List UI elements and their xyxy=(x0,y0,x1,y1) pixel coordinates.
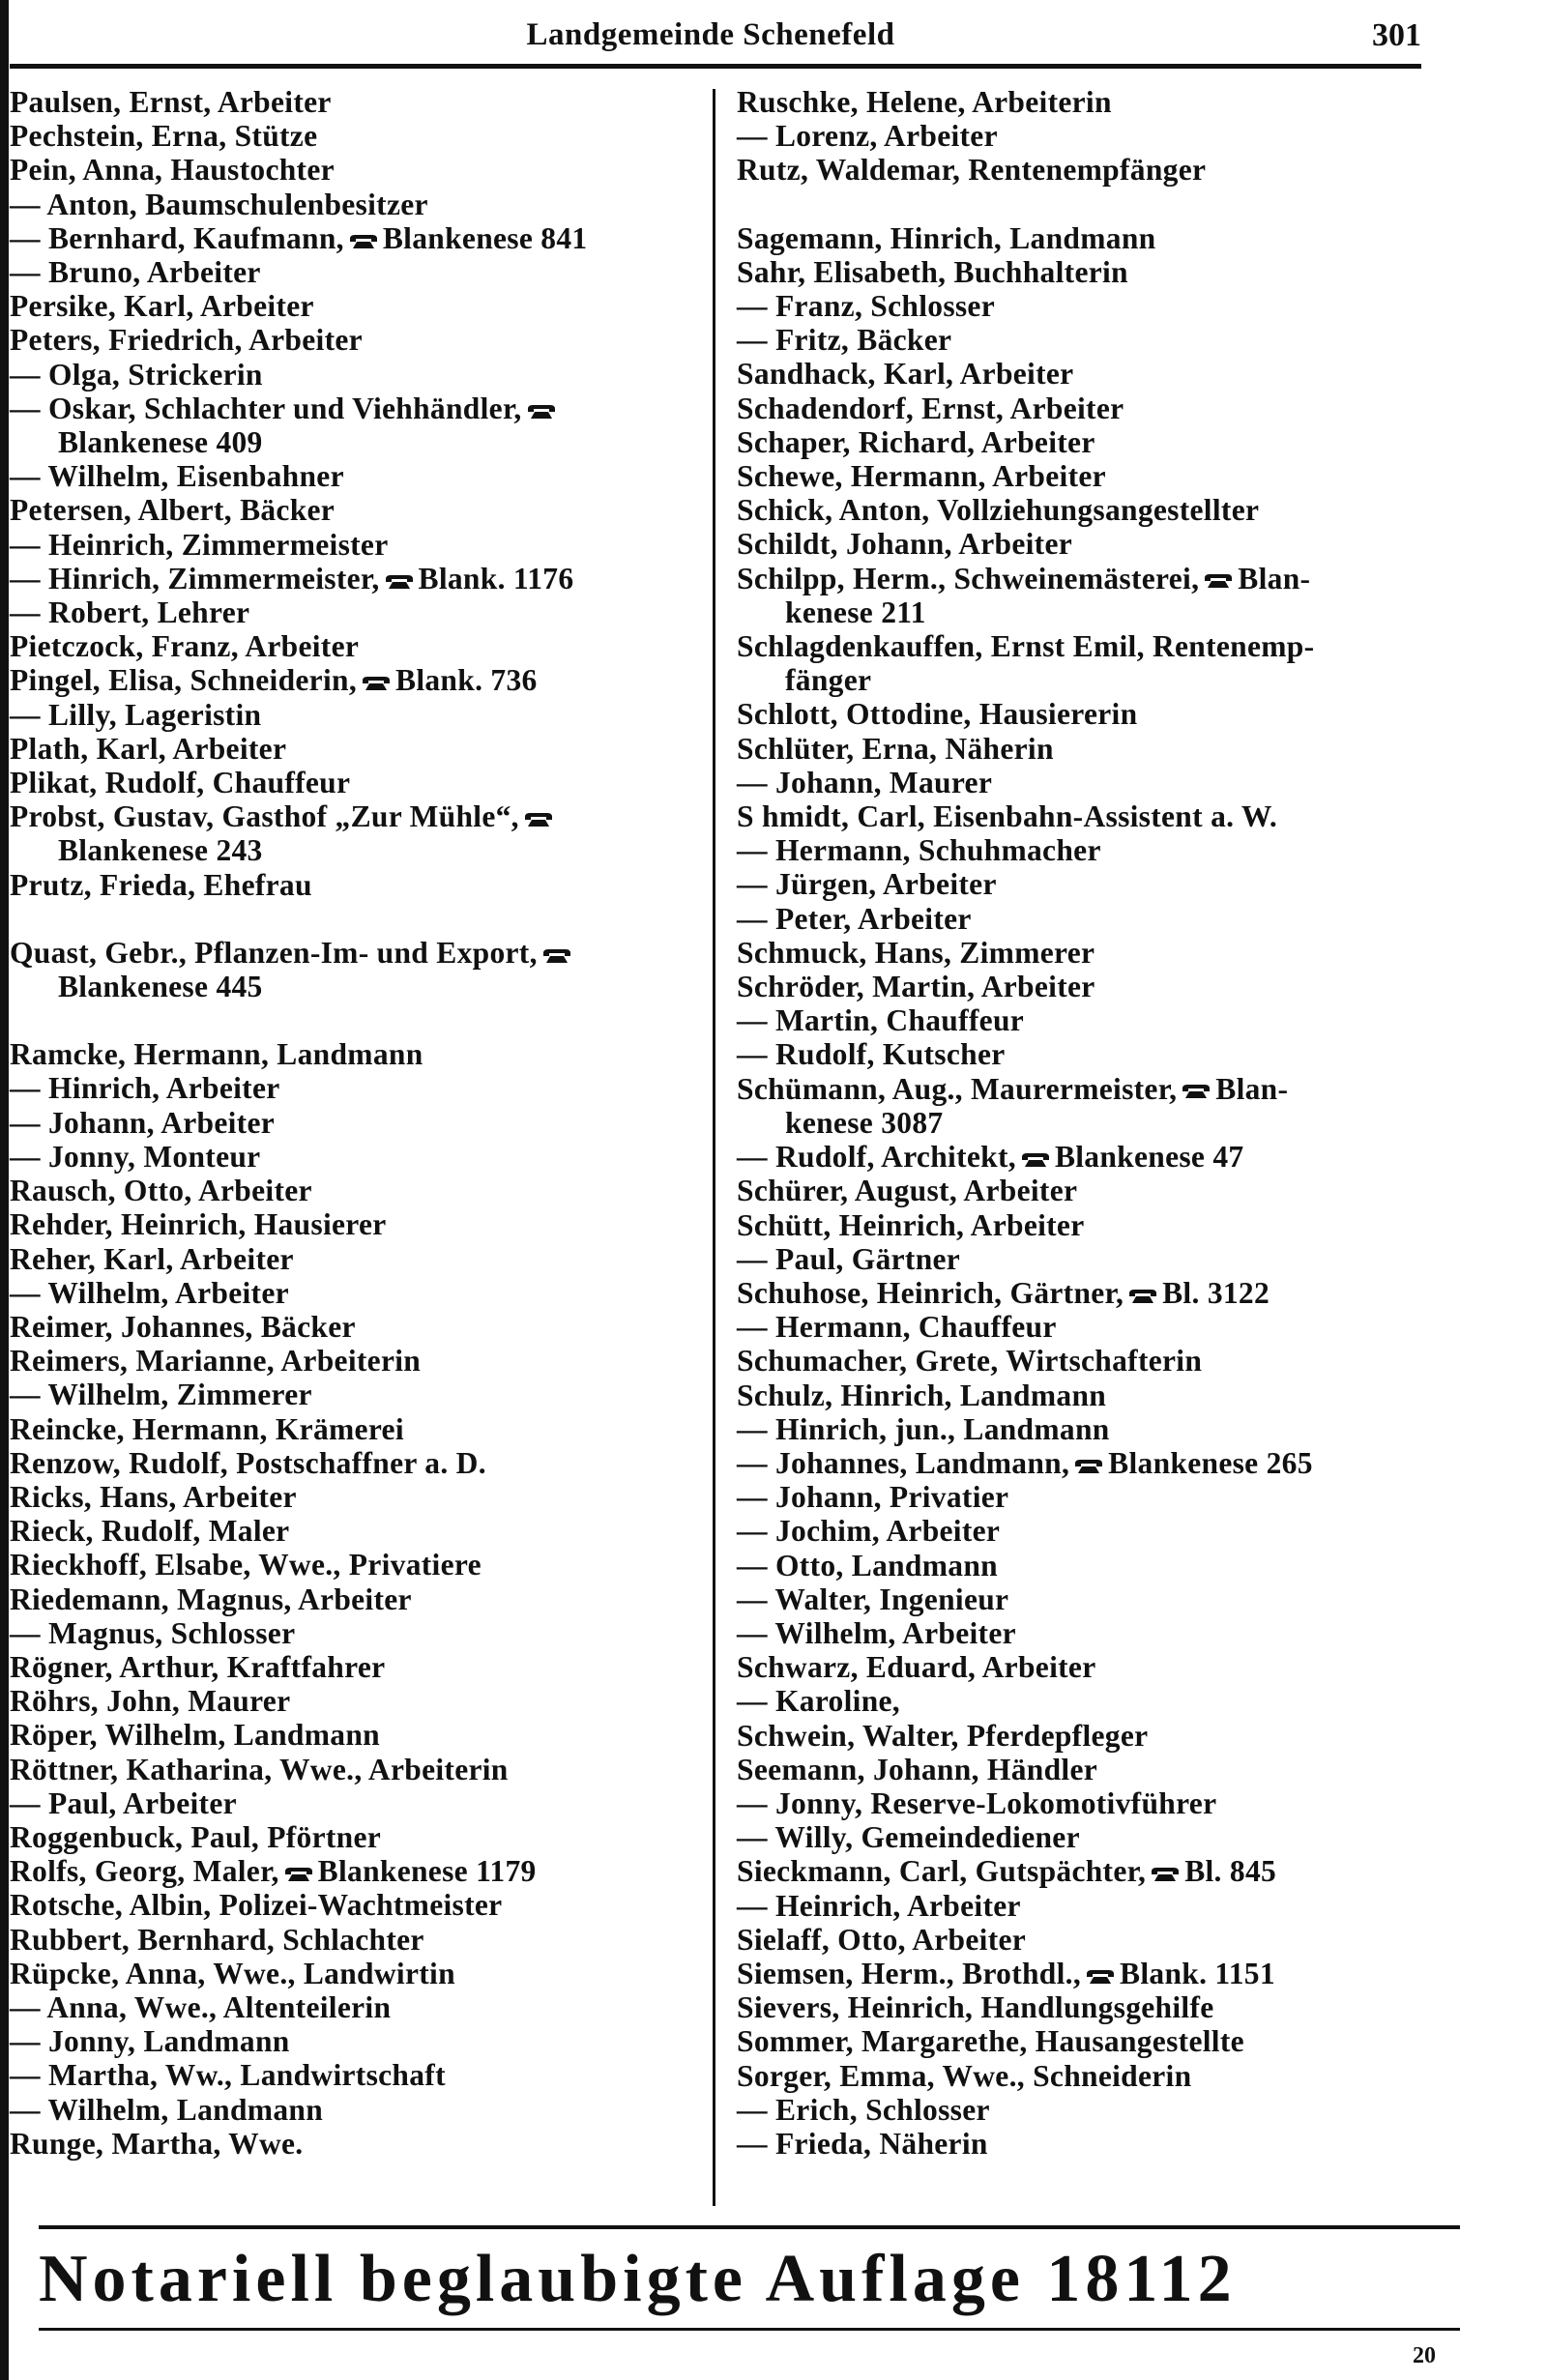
entry-text: Runge, Martha, Wwe. xyxy=(10,2126,304,2161)
left-column xyxy=(10,85,698,2161)
directory-entry xyxy=(10,1684,698,1718)
telephone-icon xyxy=(526,403,557,421)
entry-text: — Jürgen, Arbeiter xyxy=(737,867,997,902)
entry-text: Schwein, Walter, Pferdepfleger xyxy=(737,1718,1149,1753)
telephone-icon xyxy=(1181,1083,1211,1100)
directory-entry xyxy=(737,1514,1452,1548)
entry-text: — Martha, Ww., Landwirtschaft xyxy=(10,2058,446,2093)
directory-entry xyxy=(10,1378,698,1411)
entry-text: Schlagdenkauffen, Ernst Emil, Rentenemp- xyxy=(737,629,1315,664)
directory-entry xyxy=(737,562,1452,595)
directory-entry xyxy=(10,1650,698,1684)
entry-text: Blankenese 409 xyxy=(58,425,263,460)
entry-text: — Anna, Wwe., Altenteilerin xyxy=(10,1989,392,2024)
directory-entry xyxy=(10,663,698,697)
directory-entry xyxy=(737,255,1452,289)
page-binding-edge xyxy=(0,0,9,2380)
directory-entry xyxy=(10,732,698,766)
directory-entry xyxy=(737,1344,1452,1378)
directory-entry xyxy=(10,1786,698,1820)
entry-text: Riedemann, Magnus, Arbeiter xyxy=(10,1582,412,1616)
phone-number: Blankenese 1179 xyxy=(317,1854,537,1889)
directory-entry xyxy=(737,1957,1452,1990)
entry-text: Sagemann, Hinrich, Landmann xyxy=(737,220,1156,255)
entry-text: Rieck, Rudolf, Maler xyxy=(10,1514,290,1549)
page-header xyxy=(0,17,1547,62)
page-title: Landgemeinde Schenefeld xyxy=(526,17,895,52)
page-number: 301 xyxy=(1372,17,1421,53)
telephone-icon xyxy=(1085,1968,1116,1986)
entry-text: — Hinrich, Arbeiter xyxy=(10,1071,280,1106)
directory-entry xyxy=(737,1616,1452,1650)
directory-entry xyxy=(737,1446,1452,1480)
entry-text: Schürer, August, Arbeiter xyxy=(737,1174,1078,1208)
directory-entry xyxy=(10,2058,698,2092)
entry-text: Roggenbuck, Paul, Pförtner xyxy=(10,1819,382,1854)
entry-text: — Jonny, Landmann xyxy=(10,2024,290,2059)
directory-entry xyxy=(10,868,698,902)
directory-entry xyxy=(10,562,698,595)
entry-text: Röper, Wilhelm, Landmann xyxy=(10,1718,380,1753)
entry-text: — Franz, Schlosser xyxy=(737,289,995,324)
entry-text: Ricks, Hans, Arbeiter xyxy=(10,1479,297,1514)
phone-number: Blan- xyxy=(1215,1071,1289,1106)
telephone-icon xyxy=(348,233,379,250)
directory-entry xyxy=(10,1548,698,1582)
directory-entry-continuation xyxy=(737,595,1452,629)
directory-entry xyxy=(737,1854,1452,1888)
entry-text: — Rudolf, Kutscher xyxy=(737,1037,1006,1072)
directory-entry xyxy=(10,1514,698,1548)
entry-text: — Lorenz, Arbeiter xyxy=(737,119,998,154)
directory-entry xyxy=(737,119,1452,153)
directory-entry xyxy=(737,1276,1452,1310)
entry-text: — Olga, Strickerin xyxy=(10,357,263,392)
directory-entry xyxy=(10,1106,698,1140)
entry-text: Pingel, Elisa, Schneiderin, xyxy=(10,663,358,698)
entry-text: — Fritz, Bäcker xyxy=(737,323,952,358)
entry-text: Schwarz, Eduard, Arbeiter xyxy=(737,1650,1096,1685)
directory-entry-continuation xyxy=(10,970,698,1003)
directory-entry xyxy=(737,867,1452,901)
directory-entry-continuation xyxy=(737,663,1452,697)
telephone-icon xyxy=(283,1866,314,1883)
footer-bottom-rule xyxy=(39,2328,1460,2331)
entry-text: Reimer, Johannes, Bäcker xyxy=(10,1309,356,1344)
directory-entry xyxy=(737,1208,1452,1242)
directory-entry-continuation xyxy=(10,425,698,459)
directory-entry xyxy=(10,936,698,970)
directory-entry xyxy=(10,493,698,527)
entry-text: — Heinrich, Arbeiter xyxy=(737,1888,1021,1923)
telephone-icon xyxy=(523,811,554,828)
entry-text: Pein, Anna, Haustochter xyxy=(10,153,335,188)
directory-entry xyxy=(737,2093,1452,2127)
entry-text: Schmuck, Hans, Zimmerer xyxy=(737,935,1095,970)
directory-entry xyxy=(737,1072,1452,1106)
entry-text: Pechstein, Erna, Stütze xyxy=(10,119,318,154)
entry-text: Schick, Anton, Vollziehungsangestellter xyxy=(737,493,1260,528)
entry-text: — Karoline, xyxy=(737,1684,900,1719)
entry-text: Sahr, Elisabeth, Buchhalterin xyxy=(737,254,1128,289)
directory-entry xyxy=(10,1037,698,1071)
entry-text: — Otto, Landmann xyxy=(737,1548,998,1582)
entry-text: — Wilhelm, Arbeiter xyxy=(737,1615,1016,1650)
directory-entry xyxy=(10,1310,698,1344)
entry-text: — Lilly, Lageristin xyxy=(10,697,262,732)
directory-entry xyxy=(737,1412,1452,1446)
section-gap xyxy=(737,188,1452,221)
entry-text: Peters, Friedrich, Arbeiter xyxy=(10,323,363,358)
directory-entry xyxy=(737,1174,1452,1207)
directory-entry xyxy=(737,1242,1452,1276)
directory-entry xyxy=(737,1786,1452,1820)
telephone-icon xyxy=(1150,1866,1181,1883)
directory-entry xyxy=(737,1379,1452,1412)
directory-entry xyxy=(737,799,1452,833)
entry-text: Rehder, Heinrich, Hausierer xyxy=(10,1207,387,1242)
entry-text: Schadendorf, Ernst, Arbeiter xyxy=(737,391,1124,425)
directory-entry xyxy=(10,2093,698,2127)
directory-entry xyxy=(737,936,1452,970)
directory-entry xyxy=(10,1446,698,1480)
directory-entry xyxy=(737,1889,1452,1923)
phone-number: Blankenese 47 xyxy=(1054,1140,1244,1175)
directory-entry xyxy=(737,902,1452,936)
directory-entry xyxy=(10,698,698,732)
entry-text: Schewe, Hermann, Arbeiter xyxy=(737,459,1106,494)
directory-entry xyxy=(737,833,1452,867)
entry-text: Ramcke, Hermann, Landmann xyxy=(10,1037,423,1072)
entry-text: — Robert, Lehrer xyxy=(10,595,250,630)
entry-text: Blankenese 243 xyxy=(58,833,263,868)
directory-entry xyxy=(10,153,698,187)
telephone-icon xyxy=(384,573,415,591)
entry-text: Schildt, Johann, Arbeiter xyxy=(737,527,1073,562)
directory-entry xyxy=(737,493,1452,527)
entry-text: — Jonny, Monteur xyxy=(10,1139,261,1174)
phone-number: Blank. 1151 xyxy=(1120,1956,1275,1990)
directory-entry xyxy=(10,392,698,425)
directory-entry xyxy=(737,1480,1452,1514)
directory-entry xyxy=(737,2024,1452,2058)
directory-entry-continuation xyxy=(10,833,698,867)
entry-text: Sievers, Heinrich, Handlungsgehilfe xyxy=(737,1990,1214,2025)
directory-entry xyxy=(737,1753,1452,1786)
entry-text: kenese 3087 xyxy=(785,1105,944,1140)
directory-entry xyxy=(10,1582,698,1616)
entry-text: Reher, Karl, Arbeiter xyxy=(10,1241,294,1276)
directory-entry xyxy=(10,766,698,799)
entry-text: — Hinrich, jun., Landmann xyxy=(737,1411,1110,1446)
entry-text: Rotsche, Albin, Polizei-Wachtmeister xyxy=(10,1888,503,1923)
entry-text: Schütt, Heinrich, Arbeiter xyxy=(737,1207,1085,1242)
directory-entry xyxy=(737,85,1452,119)
entry-text: kenese 211 xyxy=(785,595,926,629)
directory-entry xyxy=(10,1990,698,2024)
directory-entry xyxy=(737,392,1452,425)
entry-text: — Peter, Arbeiter xyxy=(737,901,972,936)
entry-text: — Jonny, Reserve-Lokomotivführer xyxy=(737,1785,1217,1820)
entry-text: Rutz, Waldemar, Rentenempfänger xyxy=(737,153,1207,188)
section-gap xyxy=(10,902,698,936)
phone-number: Bl. 3122 xyxy=(1162,1275,1270,1310)
phone-number: Blank. 736 xyxy=(395,663,538,698)
entry-text: Sandhack, Karl, Arbeiter xyxy=(737,357,1074,392)
section-gap xyxy=(10,1003,698,1037)
header-rule xyxy=(10,64,1421,69)
directory-entry xyxy=(10,289,698,323)
telephone-icon xyxy=(1127,1288,1158,1305)
directory-entry xyxy=(737,1310,1452,1344)
entry-text: — Oskar, Schlachter und Viehhändler, xyxy=(10,391,522,425)
directory-entry xyxy=(10,1854,698,1888)
entry-text: — Erich, Schlosser xyxy=(737,2092,990,2127)
entry-text: Rüpcke, Anna, Wwe., Landwirtin xyxy=(10,1956,455,1990)
directory-entry xyxy=(737,970,1452,1003)
phone-number: Blankenese 841 xyxy=(382,220,588,255)
directory-entry xyxy=(737,766,1452,799)
directory-entry xyxy=(737,1003,1452,1037)
entry-text: Schuhose, Heinrich, Gärtner, xyxy=(737,1275,1124,1310)
directory-entry xyxy=(10,1923,698,1957)
entry-text: — Johann, Privatier xyxy=(737,1480,1009,1515)
entry-text: Röttner, Katharina, Wwe., Arbeiterin xyxy=(10,1752,509,1786)
directory-entry xyxy=(10,221,698,255)
directory-entry xyxy=(737,1990,1452,2024)
entry-text: Blankenese 445 xyxy=(58,970,263,1004)
directory-entry-continuation xyxy=(737,1106,1452,1140)
entry-text: — Johann, Arbeiter xyxy=(10,1105,276,1140)
entry-text: Reincke, Hermann, Krämerei xyxy=(10,1411,404,1446)
entry-text: — Paul, Gärtner xyxy=(737,1241,961,1276)
directory-entry xyxy=(737,459,1452,493)
entry-text: Schaper, Richard, Arbeiter xyxy=(737,424,1095,459)
entry-text: fänger xyxy=(785,663,872,698)
entry-text: S hmidt, Carl, Eisenbahn-Assistent a. W. xyxy=(737,799,1278,834)
entry-text: Schlüter, Erna, Näherin xyxy=(737,731,1054,766)
entry-text: Sommer, Margarethe, Hausangestellte xyxy=(737,2024,1244,2059)
entry-text: — Rudolf, Architekt, xyxy=(737,1140,1016,1175)
directory-entry xyxy=(10,2024,698,2058)
directory-entry xyxy=(10,323,698,357)
directory-entry xyxy=(10,1820,698,1854)
phone-number: Bl. 845 xyxy=(1184,1854,1277,1889)
entry-text: Seemann, Johann, Händler xyxy=(737,1752,1098,1786)
entry-text: Rögner, Arthur, Kraftfahrer xyxy=(10,1649,386,1684)
entry-text: — Wilhelm, Eisenbahner xyxy=(10,459,344,494)
directory-entry xyxy=(737,1140,1452,1174)
entry-text: — Martin, Chauffeur xyxy=(737,1003,1025,1038)
entry-text: Schulz, Hinrich, Landmann xyxy=(737,1378,1107,1412)
entry-text: Sielaff, Otto, Arbeiter xyxy=(737,1922,1027,1957)
entry-text: Renzow, Rudolf, Postschaffner a. D. xyxy=(10,1445,486,1480)
entry-text: Sorger, Emma, Wwe., Schneiderin xyxy=(737,2058,1192,2093)
entry-text: Schilpp, Herm., Schweinemästerei, xyxy=(737,561,1200,595)
directory-entry xyxy=(737,221,1452,255)
entry-text: Paulsen, Ernst, Arbeiter xyxy=(10,85,332,119)
directory-entry xyxy=(10,595,698,629)
entry-text: — Wilhelm, Arbeiter xyxy=(10,1275,289,1310)
entry-text: Schröder, Martin, Arbeiter xyxy=(737,970,1095,1004)
entry-text: — Bernhard, Kaufmann, xyxy=(10,220,344,255)
entry-text: — Willy, Gemeindediener xyxy=(737,1820,1080,1855)
directory-entry xyxy=(10,1174,698,1207)
entry-text: — Paul, Arbeiter xyxy=(10,1785,237,1820)
entry-text: Schumacher, Grete, Wirtschafterin xyxy=(737,1344,1203,1379)
directory-entry xyxy=(10,1616,698,1650)
directory-entry xyxy=(10,358,698,392)
entry-text: Prutz, Frieda, Ehefrau xyxy=(10,867,312,902)
right-column xyxy=(737,85,1452,2161)
entry-text: Rausch, Otto, Arbeiter xyxy=(10,1174,312,1208)
directory-entry xyxy=(737,357,1452,391)
directory-entry xyxy=(737,1650,1452,1684)
directory-entry xyxy=(737,1582,1452,1616)
telephone-icon xyxy=(1073,1458,1104,1475)
directory-entry xyxy=(10,459,698,493)
telephone-icon xyxy=(1203,572,1234,590)
directory-entry xyxy=(10,1888,698,1922)
entry-text: — Bruno, Arbeiter xyxy=(10,255,261,290)
telephone-icon xyxy=(361,675,392,692)
entry-text: Plikat, Rudolf, Chauffeur xyxy=(10,766,351,800)
printer-signature: 20 xyxy=(1413,2343,1436,2368)
directory-entry xyxy=(737,1684,1452,1718)
entry-text: Siemsen, Herm., Brothdl., xyxy=(737,1956,1082,1990)
directory-entry xyxy=(10,255,698,289)
directory-entry xyxy=(10,1242,698,1276)
entry-text: Quast, Gebr., Pflanzen-Im- und Export, xyxy=(10,935,538,970)
directory-entry xyxy=(737,425,1452,459)
entry-text: — Walter, Ingenieur xyxy=(737,1582,1009,1616)
directory-entry xyxy=(10,528,698,562)
entry-text: Rubbert, Bernhard, Schlachter xyxy=(10,1922,424,1957)
directory-entry xyxy=(737,697,1452,731)
entry-text: Probst, Gustav, Gasthof „Zur Mühle“, xyxy=(10,799,519,834)
telephone-icon xyxy=(541,947,572,965)
entry-text: Schlott, Ottodine, Hausiererin xyxy=(737,697,1138,732)
directory-entry xyxy=(737,527,1452,561)
circulation-advert: Notariell beglaubigte Auflage 18112 xyxy=(39,2242,1237,2316)
phone-number: Blank. 1176 xyxy=(418,561,574,595)
directory-entry xyxy=(10,85,698,119)
directory-entry xyxy=(10,1718,698,1752)
directory-entry xyxy=(10,1753,698,1786)
directory-entry xyxy=(10,1071,698,1105)
directory-entry xyxy=(10,2127,698,2161)
entry-text: Reimers, Marianne, Arbeiterin xyxy=(10,1344,422,1379)
directory-entry xyxy=(10,188,698,221)
entry-text: — Hermann, Chauffeur xyxy=(737,1310,1057,1345)
directory-entry xyxy=(10,1480,698,1514)
footer-rule xyxy=(39,2225,1460,2229)
entry-text: — Johann, Maurer xyxy=(737,765,993,799)
directory-entry xyxy=(10,1344,698,1378)
directory-entry xyxy=(737,1549,1452,1582)
directory-entry xyxy=(737,732,1452,766)
entry-text: Röhrs, John, Maurer xyxy=(10,1684,291,1719)
directory-entry xyxy=(10,1207,698,1241)
directory-entry xyxy=(10,629,698,663)
entry-text: — Magnus, Schlosser xyxy=(10,1615,296,1650)
telephone-icon xyxy=(1020,1151,1051,1169)
entry-text: — Wilhelm, Zimmerer xyxy=(10,1378,312,1412)
entry-text: — Wilhelm, Landmann xyxy=(10,2092,324,2127)
entry-text: — Jochim, Arbeiter xyxy=(737,1514,1001,1549)
entry-text: — Frieda, Näherin xyxy=(737,2126,988,2161)
directory-entry xyxy=(10,799,698,833)
entry-text: Sieckmann, Carl, Gutspächter, xyxy=(737,1854,1147,1889)
directory-entry xyxy=(737,289,1452,323)
phone-number: Blan- xyxy=(1238,561,1311,595)
entry-text: Persike, Karl, Arbeiter xyxy=(10,289,314,324)
directory-entry xyxy=(10,1957,698,1990)
entry-text: Rolfs, Georg, Maler, xyxy=(10,1854,279,1889)
directory-entry xyxy=(737,1923,1452,1957)
directory-entry xyxy=(737,1037,1452,1071)
directory-entry xyxy=(10,119,698,153)
directory-entry xyxy=(737,2059,1452,2093)
directory-entry xyxy=(737,629,1452,663)
column-divider xyxy=(713,89,715,2206)
entry-text: — Johannes, Landmann, xyxy=(737,1445,1070,1480)
directory-entry xyxy=(10,1140,698,1174)
directory-entry xyxy=(737,153,1452,187)
directory-entry xyxy=(737,323,1452,357)
entry-text: — Anton, Baumschulenbesitzer xyxy=(10,187,428,221)
entry-text: Plath, Karl, Arbeiter xyxy=(10,731,287,766)
entry-text: Rieckhoff, Elsabe, Wwe., Privatiere xyxy=(10,1548,482,1582)
entry-text: — Hermann, Schuhmacher xyxy=(737,833,1101,868)
entry-text: Schümann, Aug., Maurermeister, xyxy=(737,1071,1178,1106)
directory-entry xyxy=(10,1412,698,1446)
phone-number: Blankenese 265 xyxy=(1108,1445,1313,1480)
directory-entry xyxy=(10,1276,698,1310)
entry-text: Ruschke, Helene, Arbeiterin xyxy=(737,85,1112,119)
entry-text: Pietczock, Franz, Arbeiter xyxy=(10,629,360,664)
directory-entry xyxy=(737,1719,1452,1753)
entry-text: Petersen, Albert, Bäcker xyxy=(10,493,336,528)
directory-entry xyxy=(737,1820,1452,1854)
entry-text: — Hinrich, Zimmermeister, xyxy=(10,561,380,595)
directory-entry xyxy=(737,2127,1452,2161)
entry-text: — Heinrich, Zimmermeister xyxy=(10,527,389,562)
